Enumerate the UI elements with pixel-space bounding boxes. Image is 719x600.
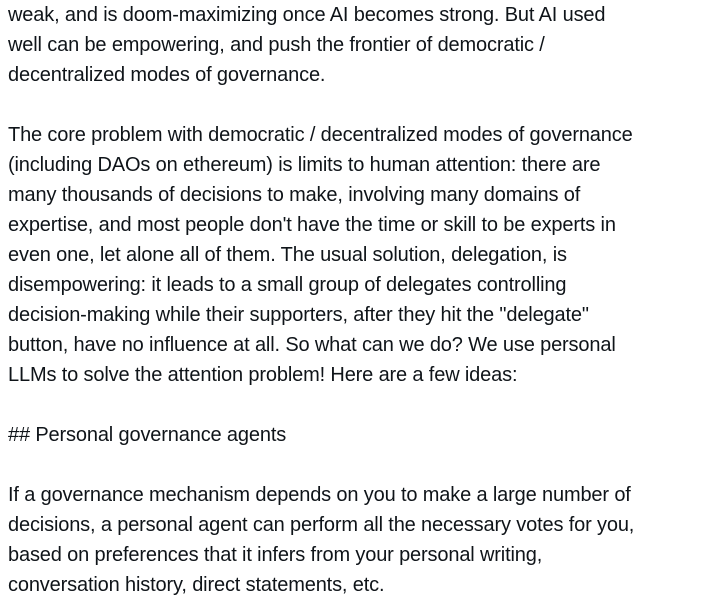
text-line: decentralized modes of governance. bbox=[8, 64, 326, 86]
text-line: disempowering: it leads to a small group of delegates controlling bbox=[8, 274, 567, 296]
text-line: well can be empowering, and push the frontier of democratic / bbox=[8, 34, 545, 56]
text-line: expertise, and most people don't have the time or skill to be experts in bbox=[8, 214, 616, 236]
paragraph-intro-continuation bbox=[8, 0, 716, 90]
section-heading-personal-governance-agents bbox=[8, 420, 716, 450]
paragraph-core-problem bbox=[8, 120, 716, 390]
text-line: decision-making while their supporters, after they hit the "delegate" bbox=[8, 304, 589, 326]
paragraph-governance-agents bbox=[8, 480, 716, 600]
text-line: even one, let alone all of them. The usual solution, delegation, is bbox=[8, 244, 567, 266]
paragraph-spacer bbox=[8, 390, 716, 420]
text-line: weak, and is doom-maximizing once AI becomes strong. But AI used bbox=[8, 4, 606, 26]
text-line: If a governance mechanism depends on you to make a large number of bbox=[8, 484, 631, 506]
paragraph-spacer bbox=[8, 450, 716, 480]
text-line: decisions, a personal agent can perform all the necessary votes for you, bbox=[8, 514, 635, 536]
post-text-body bbox=[8, 0, 716, 600]
text-line: The core problem with democratic / decentralized modes of governance bbox=[8, 124, 633, 146]
text-line: LLMs to solve the attention problem! Here are a few ideas: bbox=[8, 364, 518, 386]
text-line: conversation history, direct statements, etc. bbox=[8, 574, 385, 596]
paragraph-spacer bbox=[8, 90, 716, 120]
text-line: (including DAOs on ethereum) is limits to human attention: there are bbox=[8, 154, 601, 176]
text-line: many thousands of decisions to make, involving many domains of bbox=[8, 184, 581, 206]
section-heading: ## Personal governance agents bbox=[8, 424, 287, 446]
text-line: button, have no influence at all. So what can we do? We use personal bbox=[8, 334, 616, 356]
text-line: based on preferences that it infers from your personal writing, bbox=[8, 544, 543, 566]
